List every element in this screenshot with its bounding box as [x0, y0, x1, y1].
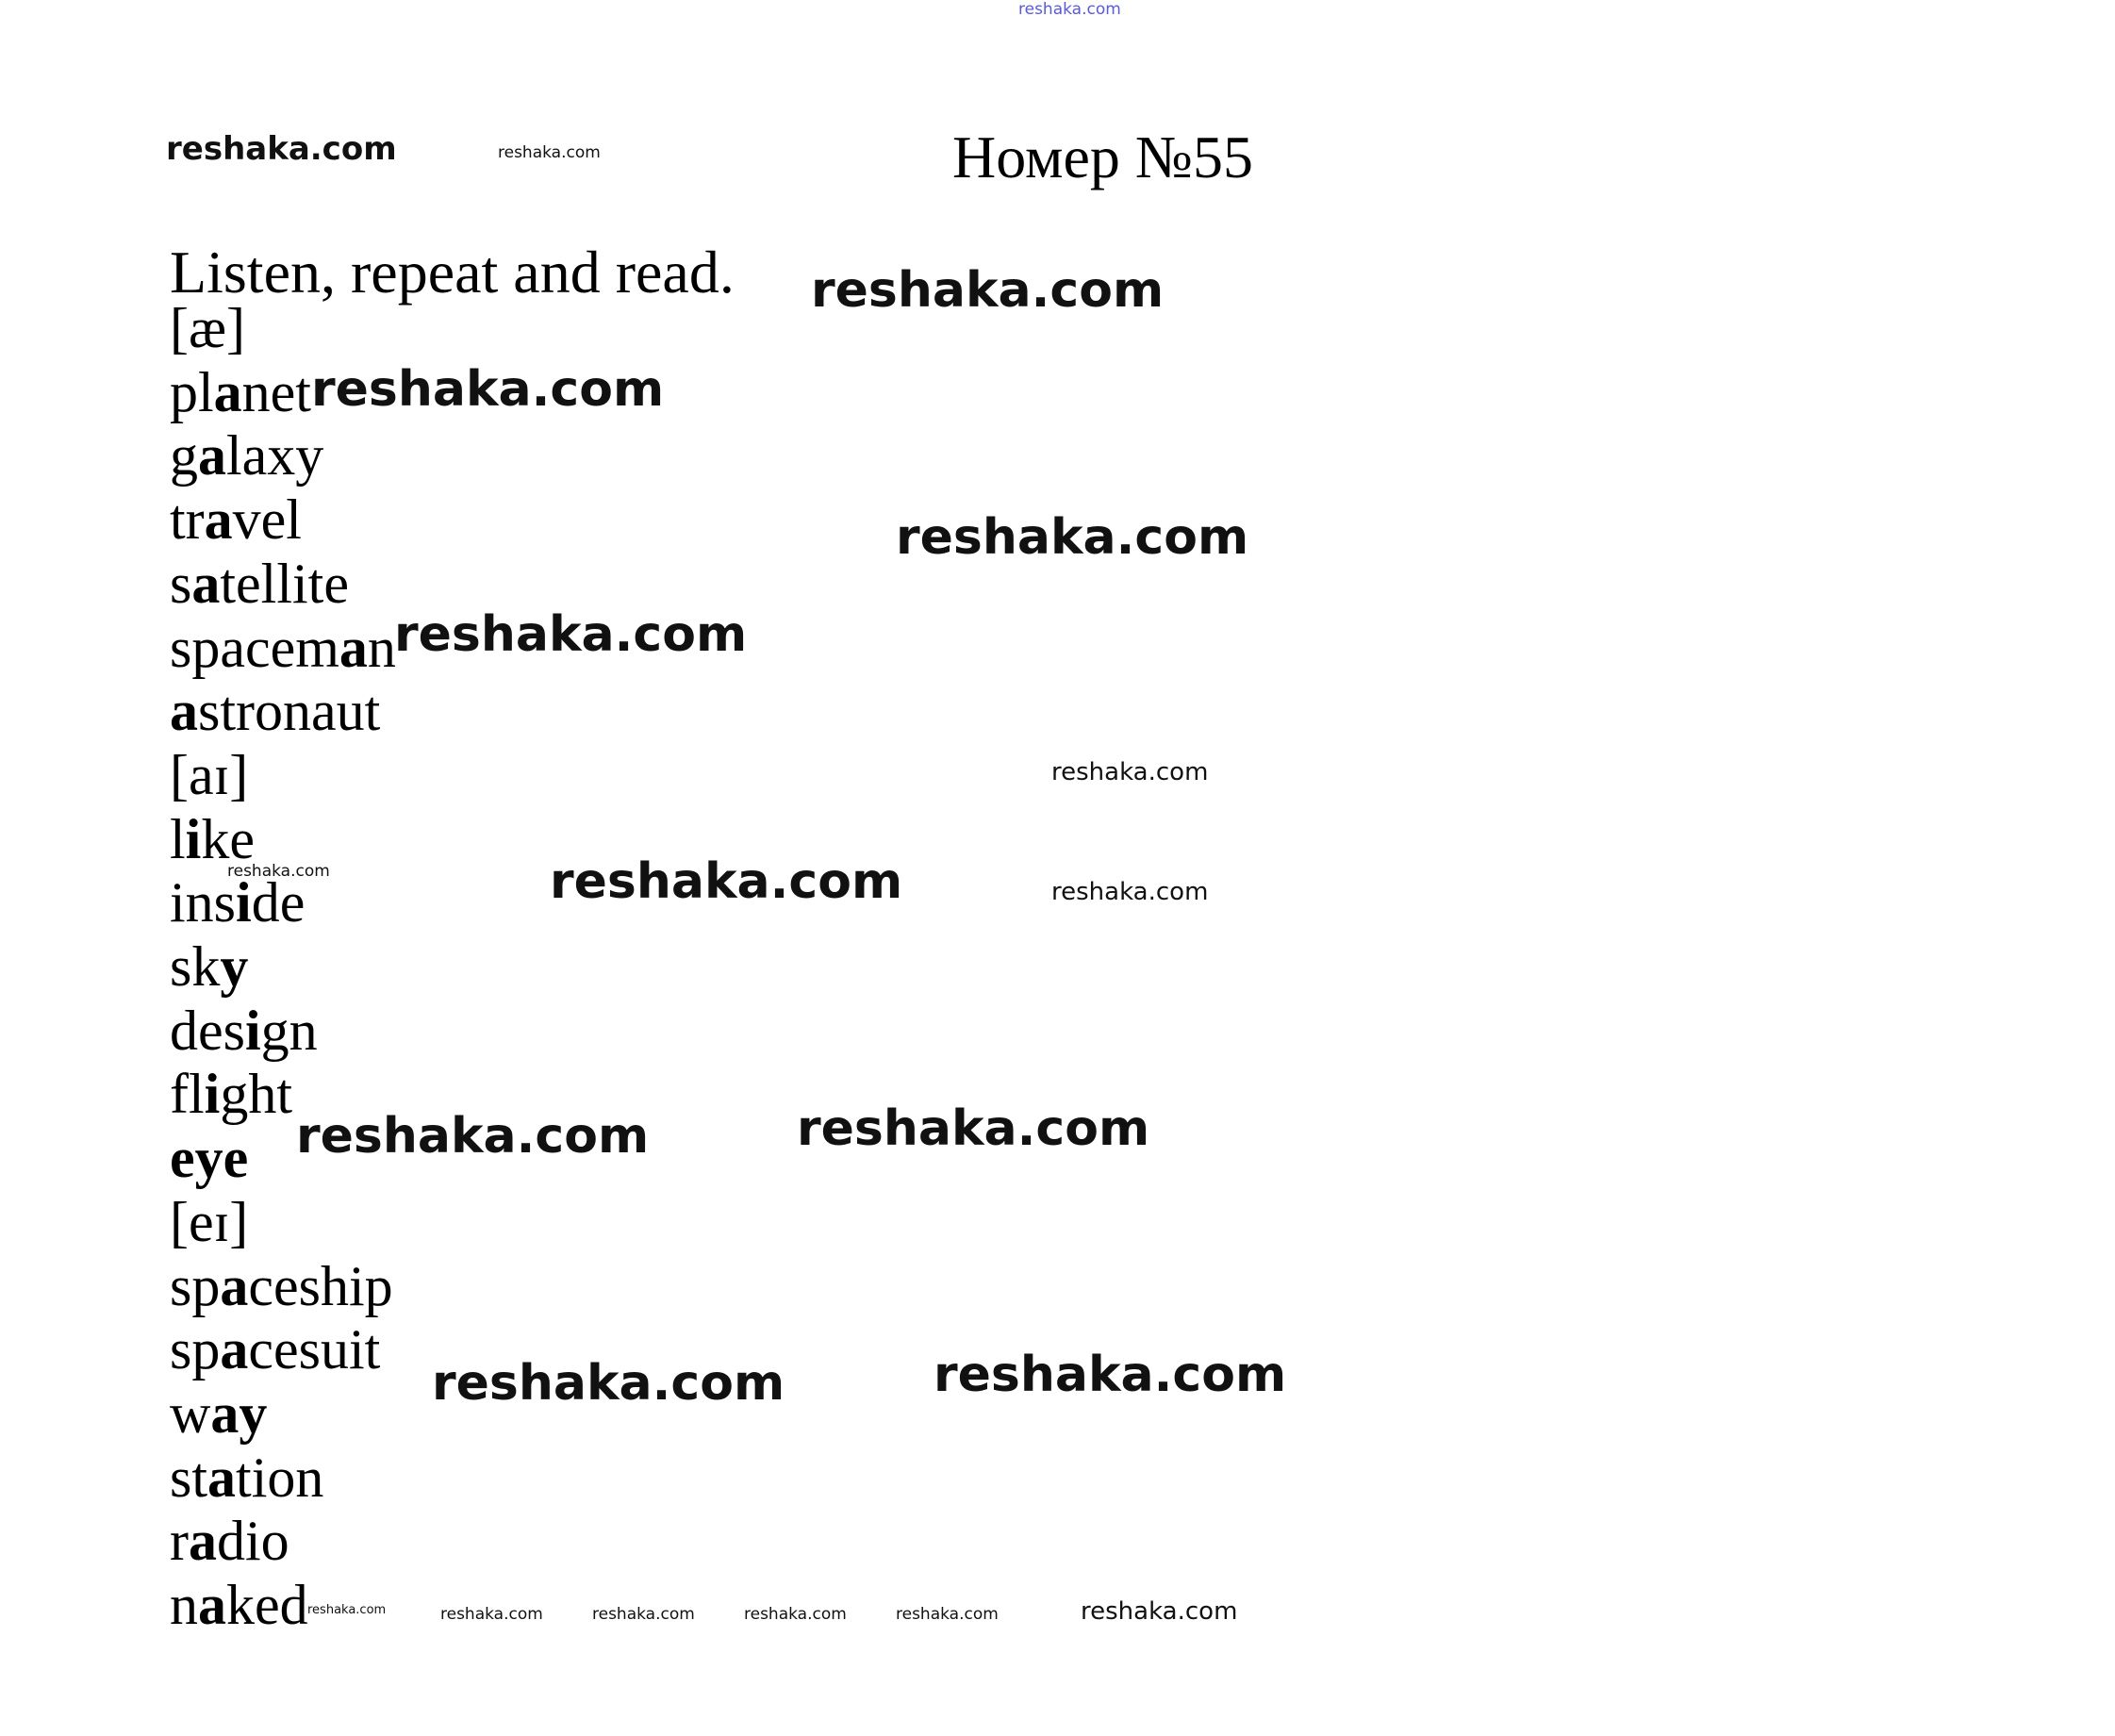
- watermark-top: reshaka.com: [1018, 0, 1121, 19]
- watermark: reshaka.com: [440, 1605, 543, 1624]
- highlighted-letters: a: [213, 360, 242, 423]
- watermark: reshaka.com: [744, 1605, 847, 1624]
- highlighted-letters: y: [220, 935, 249, 998]
- word-item: [170, 1127, 249, 1190]
- watermark: reshaka.com: [896, 509, 1249, 566]
- word-item: radio: [170, 1510, 289, 1573]
- highlighted-letters: a: [188, 1510, 217, 1573]
- highlighted-letters: a: [220, 1254, 249, 1317]
- highlighted-letters: a: [207, 1446, 237, 1509]
- highlighted-letters: a: [191, 552, 221, 615]
- watermark: reshaka.com: [166, 130, 397, 168]
- word-item: flight: [170, 1063, 292, 1126]
- watermark: reshaka.com: [296, 1108, 650, 1165]
- watermark: reshaka.com: [1051, 758, 1209, 786]
- word-item: spaceship: [170, 1254, 393, 1317]
- watermark: reshaka.com: [1051, 878, 1209, 906]
- highlighted-letters: a: [198, 424, 226, 488]
- watermark: reshaka.com: [311, 361, 665, 418]
- watermark: reshaka.com: [1081, 1597, 1238, 1626]
- word-item: like: [170, 807, 255, 870]
- highlighted-letters: eye: [170, 1127, 249, 1190]
- watermark: reshaka.com: [432, 1355, 785, 1412]
- word-item: way: [170, 1381, 268, 1445]
- highlighted-letters: a: [339, 616, 368, 679]
- highlighted-letters: i: [236, 871, 252, 934]
- word-item: planet: [170, 360, 311, 423]
- word-item: spacesuit: [170, 1318, 381, 1381]
- watermark: reshaka.com: [227, 862, 330, 881]
- word-item: inside: [170, 871, 306, 934]
- watermark: reshaka.com: [592, 1605, 695, 1624]
- watermark: reshaka.com: [307, 1603, 387, 1617]
- word-item: astronaut: [170, 680, 381, 743]
- highlighted-letters: a: [170, 680, 198, 743]
- word-item: satellite: [170, 552, 349, 615]
- sound-symbol: [eɪ]: [170, 1190, 249, 1253]
- highlighted-letters: i: [204, 1063, 221, 1126]
- watermark: reshaka.com: [394, 606, 748, 663]
- highlighted-letters: ay: [210, 1381, 268, 1445]
- word-item: station: [170, 1446, 324, 1509]
- word-item: sky: [170, 935, 249, 998]
- highlighted-letters: a: [198, 1574, 226, 1636]
- word-item: galaxy: [170, 424, 324, 488]
- watermark: reshaka.com: [797, 1100, 1150, 1157]
- sound-symbol: [æ]: [170, 297, 245, 359]
- watermark: reshaka.com: [934, 1347, 1287, 1403]
- highlighted-letters: i: [185, 807, 202, 870]
- highlighted-letters: a: [204, 488, 233, 552]
- highlighted-letters: a: [220, 1318, 249, 1381]
- word-item: design: [170, 999, 318, 1062]
- page-title: Номер №55: [952, 124, 1253, 190]
- instruction: Listen, repeat and read.: [170, 239, 735, 306]
- watermark: reshaka.com: [498, 143, 601, 162]
- word-item: spaceman: [170, 616, 396, 679]
- watermark: reshaka.com: [550, 853, 903, 910]
- watermark: reshaka.com: [811, 262, 1165, 319]
- sound-symbol: [aɪ]: [170, 743, 249, 806]
- word-item: naked: [170, 1574, 308, 1636]
- watermark: reshaka.com: [896, 1605, 999, 1624]
- word-item: travel: [170, 488, 302, 552]
- highlighted-letters: i: [244, 999, 261, 1062]
